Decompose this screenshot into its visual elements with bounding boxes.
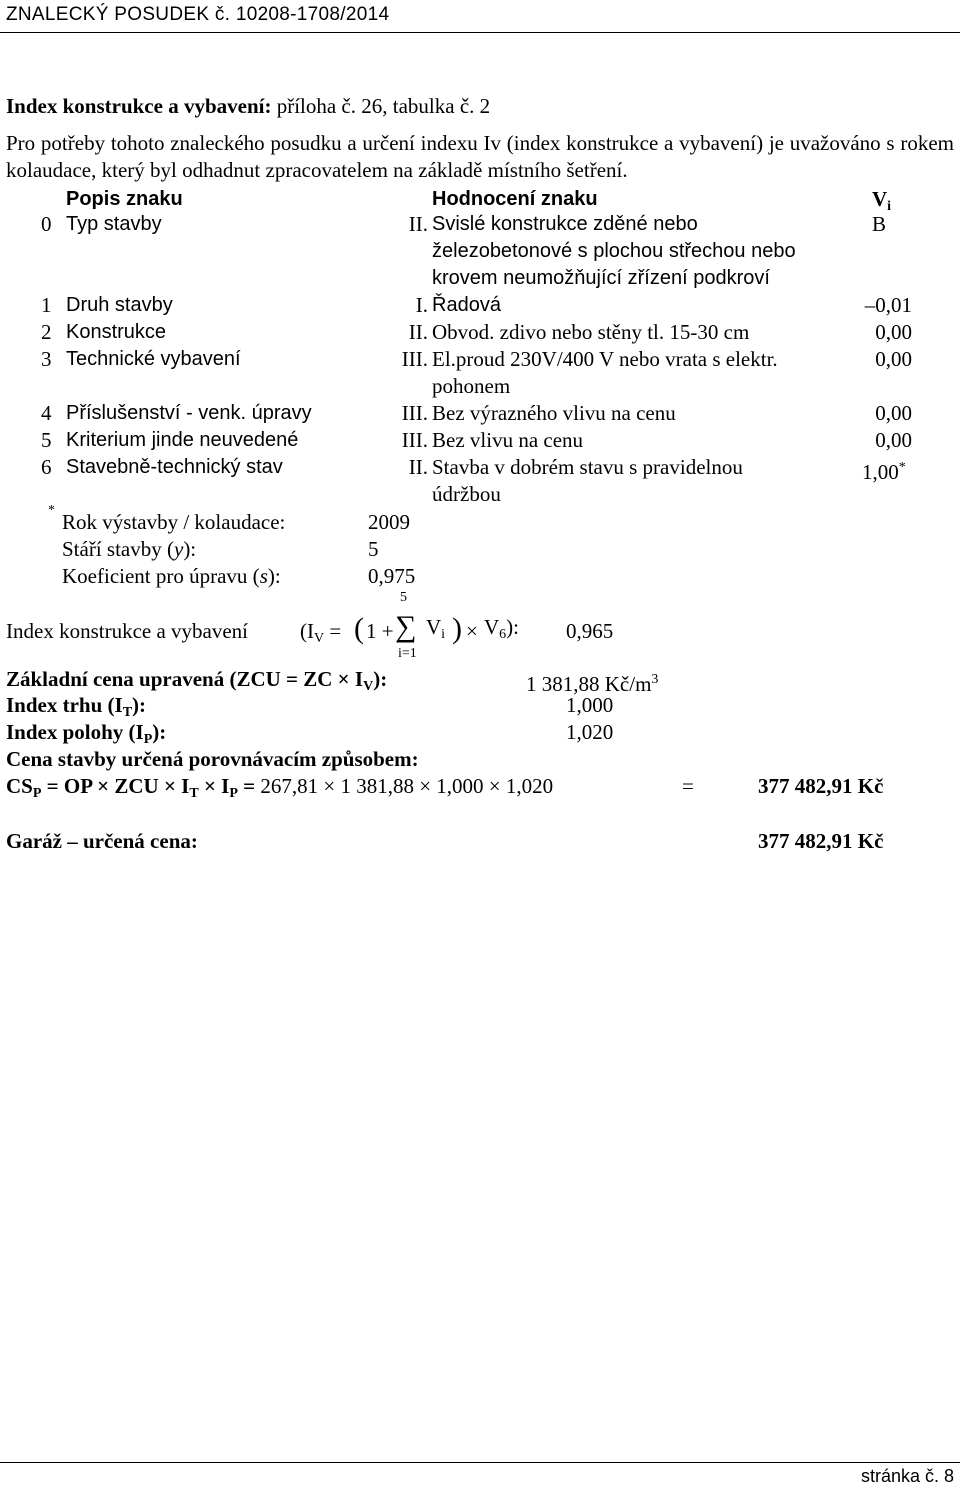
row-desc: Řadová — [432, 294, 501, 316]
row-level: II. — [408, 212, 428, 236]
row-level: III. — [401, 401, 428, 425]
row-level: III. — [401, 347, 428, 371]
row-desc-cont: pohonem — [432, 374, 511, 398]
row-level: I. — [415, 293, 428, 317]
row-number: 4 — [41, 401, 52, 425]
footer-divider — [0, 1462, 960, 1463]
row-value: B — [872, 212, 887, 236]
row-desc: Bez vlivu na cenu — [432, 428, 584, 452]
one-plus: 1 + — [366, 619, 394, 643]
v6-term: $V_6$): — [484, 615, 519, 642]
row-value: 0,00 — [875, 401, 912, 425]
row-value-text: 1,00 — [862, 460, 899, 484]
vi-label: V — [872, 187, 888, 211]
market-index-value: 1,000 — [566, 693, 614, 717]
price-equals: = — [682, 774, 694, 798]
row-value: 0,00 — [875, 347, 912, 371]
formula-value: 0,965 — [566, 619, 614, 643]
row-value — [862, 454, 906, 486]
table-head-rating: Hodnocení znaku — [432, 188, 598, 210]
table-head-description: Popis znaku — [66, 188, 183, 210]
footnote-star: * — [48, 503, 55, 518]
sum-upper-limit: 5 — [400, 590, 407, 605]
vi-subscript: i — [887, 199, 892, 214]
coef-value: 0,975 — [368, 564, 416, 588]
formula-iv-open: ($I_V$ = — [300, 619, 342, 646]
row-value: –0,01 — [864, 293, 912, 317]
location-index-label: Index polohy $(I_P)$: — [6, 720, 167, 747]
footnote-mark: * — [898, 460, 906, 475]
age-label: Stáří stavby (y): — [62, 537, 197, 561]
year-value: 2009 — [368, 510, 410, 534]
zcu-label: Základní cena upravená (ZCU = ZC × $I_V$): — [6, 667, 388, 694]
document-header: ZNALECKÝ POSUDEK č. 10208-1708/2014 — [6, 4, 390, 25]
row-number: 3 — [41, 347, 52, 371]
row-level: III. — [401, 428, 428, 452]
row-level: II. — [408, 320, 428, 344]
row-desc: Stavba v dobrém stavu s pravidelnou — [432, 455, 743, 479]
row-value: 0,00 — [875, 320, 912, 344]
row-number: 6 — [41, 455, 52, 479]
row-value: 0,00 — [875, 428, 912, 452]
age-value: 5 — [368, 537, 379, 561]
garage-value: 377 482,91 Kč — [758, 829, 884, 853]
header-divider — [0, 32, 960, 33]
intro-heading — [6, 93, 490, 120]
row-desc: Svislé konstrukce zděné nebo — [432, 213, 698, 235]
row-level: II. — [408, 455, 428, 479]
intro-paragraph: Pro potřeby tohoto znaleckého posudku a určení indexu Iv (index konstrukce a vybavení) je uvažováno s rokem kolaudace, který byl odhadnut zpracovatelem na základě místního šetření. — [6, 131, 954, 182]
sigma-symbol: ∑ — [395, 610, 417, 643]
row-name: Typ stavby — [66, 213, 162, 235]
row-name: Stavebně-technický stav — [66, 456, 283, 478]
row-desc-cont: železobetonové s plochou střechou nebo — [432, 240, 796, 262]
intro-ref: příloha č. 26, tabulka č. 2 — [271, 94, 491, 118]
vi-term: $V_i$ — [426, 615, 446, 642]
row-desc: El.proud 230V/400 V nebo vrata s elektr. — [432, 347, 778, 371]
row-name: Příslušenství - venk. úpravy — [66, 402, 312, 424]
row-desc: Bez výrazného vlivu na cenu — [432, 401, 676, 425]
row-desc-cont: krovem neumožňující zřízení podkroví — [432, 267, 770, 289]
paren-right: ) — [452, 612, 462, 645]
sum-lower-limit: i=1 — [398, 646, 417, 661]
row-number: 5 — [41, 428, 52, 452]
row-desc: Obvod. zdivo nebo stěny tl. 15-30 cm — [432, 320, 750, 344]
intro-label: Index konstrukce a vybavení: — [6, 94, 272, 118]
garage-label: Garáž – určená cena: — [6, 829, 198, 853]
market-index-label: Index trhu $(I_T)$: — [6, 693, 147, 720]
paren-left: ( — [354, 612, 364, 645]
price-calculation: 267,81 × 1 381,88 × 1,000 × 1,020 — [260, 774, 554, 798]
row-name: Technické vybavení — [66, 348, 241, 370]
row-number: 0 — [41, 212, 52, 236]
formula-label: Index konstrukce a vybavení — [6, 619, 249, 643]
zcu-value: 1 381,88 $Kč/m^3$ — [526, 672, 659, 696]
row-name: Druh stavby — [66, 294, 173, 316]
price-formula: $CS_P$ = OP × ZCU × $I_T \times I_P = 267,81 \times 1$ 381,88 × 1,000 × 1,020 — [6, 774, 554, 801]
page-number: stránka č. 8 — [860, 1466, 954, 1486]
row-number: 1 — [41, 293, 52, 317]
row-desc-cont: údržbou — [432, 482, 501, 506]
row-name: Kriterium jinde neuvedené — [66, 429, 299, 451]
year-label: Rok výstavby / kolaudace: — [62, 510, 286, 534]
price-value: 377 482,91 Kč — [758, 774, 884, 798]
price-heading: Cena stavby určená porovnávacím způsobem: — [6, 747, 419, 771]
row-name: Konstrukce — [66, 321, 167, 343]
row-number: 2 — [41, 320, 52, 344]
location-index-value: 1,020 — [566, 720, 614, 744]
times-symbol: × — [466, 619, 478, 643]
coef-label: Koeficient pro úpravu (s): — [62, 564, 281, 588]
